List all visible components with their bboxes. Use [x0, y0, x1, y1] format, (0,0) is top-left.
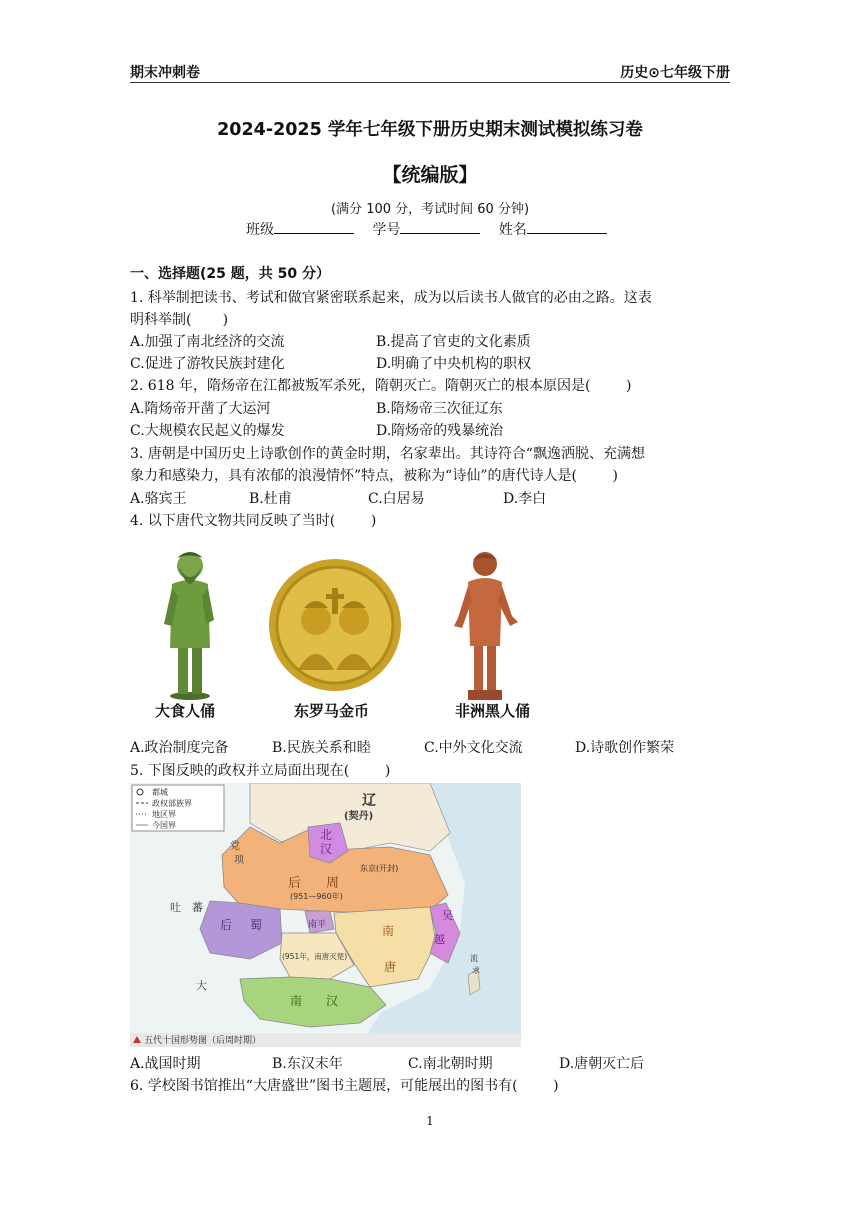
q2-option-a: A.隋炀帝开凿了大运河 [130, 401, 271, 417]
exam-meta: (满分 100 分，考试时间 60 分钟) [330, 202, 530, 217]
map-label-qidan: (契丹) [344, 811, 374, 822]
legend-modern-border: 今国界 [152, 821, 176, 830]
question-1-line-2: 明科举制( ) [130, 312, 229, 328]
map-label-dang: 党 [230, 841, 240, 852]
map-label-yue: 越 [434, 933, 445, 946]
map-caption: 五代十国形势图（后周时期） [144, 1036, 262, 1046]
q4-option-c: C.中外文化交流 [424, 740, 523, 756]
q5-option-b: B.东汉末年 [272, 1056, 343, 1072]
map-label-xiang: 项 [234, 855, 244, 866]
q1-option-c: C.促进了游牧民族封建化 [130, 356, 285, 372]
map-label-houshu-2: 蜀 [250, 918, 263, 932]
map-label-dongjing: 东京(开封) [360, 864, 399, 873]
legend-capital: 都城 [152, 788, 168, 797]
caption-african-figurine: 非洲黑人俑 [455, 702, 531, 720]
q4-option-b: B.民族关系和睦 [272, 740, 371, 756]
question-2-line-1: 2. 618 年，隋炀帝在江都被叛军杀死，隋朝灭亡。隋朝灭亡的根本原因是( ) [130, 378, 632, 394]
header-right: 历史⊙七年级下册 [620, 65, 730, 81]
q1-option-d: D.明确了中央机构的职权 [376, 356, 532, 372]
byzantine-gold-coin-image [268, 558, 402, 692]
q5-option-c: C.南北朝时期 [408, 1056, 493, 1072]
legend-region-border: 地区界 [152, 810, 176, 819]
map-label-beihan-1: 北 [320, 828, 333, 842]
map-label-zhou: 周 [326, 876, 340, 891]
map-label-liao: 辽 [362, 793, 376, 809]
question-6-line-1: 6. 学校图书馆推出“大唐盛世”图书主题展，可能展出的图书有( ) [130, 1078, 559, 1094]
map-label-nantang-1: 南 [382, 924, 395, 938]
q5-option-a: A.战国时期 [130, 1056, 201, 1072]
question-3-line-1: 3. 唐朝是中国历史上诗歌创作的黄金时期，名家辈出。其诗符合“飘逸洒脱、充满想 [130, 446, 645, 462]
arab-figurine-image [150, 544, 230, 704]
map-label-nanping: 南平 [308, 920, 327, 930]
question-4-line-1: 4. 以下唐代文物共同反映了当时( ) [130, 513, 377, 529]
q3-option-a: A.骆宾王 [130, 491, 187, 507]
q2-option-d: D.隋炀帝的残暴统治 [376, 423, 504, 439]
legend-regime-border: 政权部族界 [152, 799, 192, 808]
page-title: 2024-2025 学年七年级下册历史期末测试模拟练习卷 [217, 120, 643, 140]
map-label-nantang-note: (951年，南唐灭楚) [282, 952, 348, 961]
map-label-houshu-1: 后 [220, 918, 233, 932]
q1-option-a: A.加强了南北经济的交流 [130, 334, 285, 350]
q5-option-d: D.唐朝灭亡后 [559, 1056, 645, 1072]
header-left: 期末冲刺卷 [130, 65, 200, 81]
page-subtitle: 【统编版】 [382, 164, 478, 186]
page-number: 1 [426, 1114, 434, 1128]
question-5-line-1: 5. 下图反映的政权并立局面出现在( ) [130, 763, 391, 779]
caption-gold-coin: 东罗马金币 [294, 702, 370, 720]
section-heading: 一、选择题(25 题，共 50 分） [130, 266, 330, 282]
african-figurine-image [444, 546, 524, 702]
map-label-nantang-2: 唐 [384, 960, 397, 974]
question-3-line-2: 象力和感染力，具有浓郁的浪漫情怀”特点，被称为“诗仙”的唐代诗人是( ) [130, 468, 618, 484]
map-label-liuqiu-1: 流 [470, 954, 478, 963]
map-label-da: 大 [196, 979, 207, 992]
map-label-liuqiu-2: 求 [472, 966, 480, 975]
map-label-nanhan-1: 南 [290, 994, 303, 1008]
map-label-wu: 吴 [442, 909, 453, 922]
question-1-line-1: 1. 科举制把读书、考试和做官紧密联系起来，成为以后读书人做官的必由之路。这表 [130, 290, 652, 306]
q4-option-a: A.政治制度完备 [130, 740, 229, 756]
q1-option-b: B.提高了官吏的文化素质 [376, 334, 531, 350]
name-field: 姓名 [499, 222, 607, 238]
q2-option-b: B.隋炀帝三次征辽东 [376, 401, 503, 417]
map-label-beihan-2: 汉 [320, 842, 333, 856]
map-label-tubo-1: 吐 [170, 901, 181, 914]
q3-option-b: B.杜甫 [249, 491, 292, 507]
q2-option-c: C.大规模农民起义的爆发 [130, 423, 285, 439]
student-fields [246, 219, 621, 239]
map-label-zhou-years: (951—960年) [290, 892, 343, 901]
q3-option-c: C.白居易 [368, 491, 425, 507]
class-field: 班级 [246, 222, 354, 238]
map-label-nanhan-2: 汉 [326, 994, 339, 1008]
q3-option-d: D.李白 [503, 491, 547, 507]
header-divider [130, 82, 730, 83]
five-dynasties-map [130, 783, 521, 1047]
number-field: 学号 [372, 222, 480, 238]
caption-arab-figurine: 大食人俑 [155, 702, 216, 720]
map-label-hou: 后 [288, 876, 302, 891]
q4-option-d: D.诗歌创作繁荣 [575, 740, 675, 756]
map-label-tubo-2: 蕃 [192, 901, 203, 914]
